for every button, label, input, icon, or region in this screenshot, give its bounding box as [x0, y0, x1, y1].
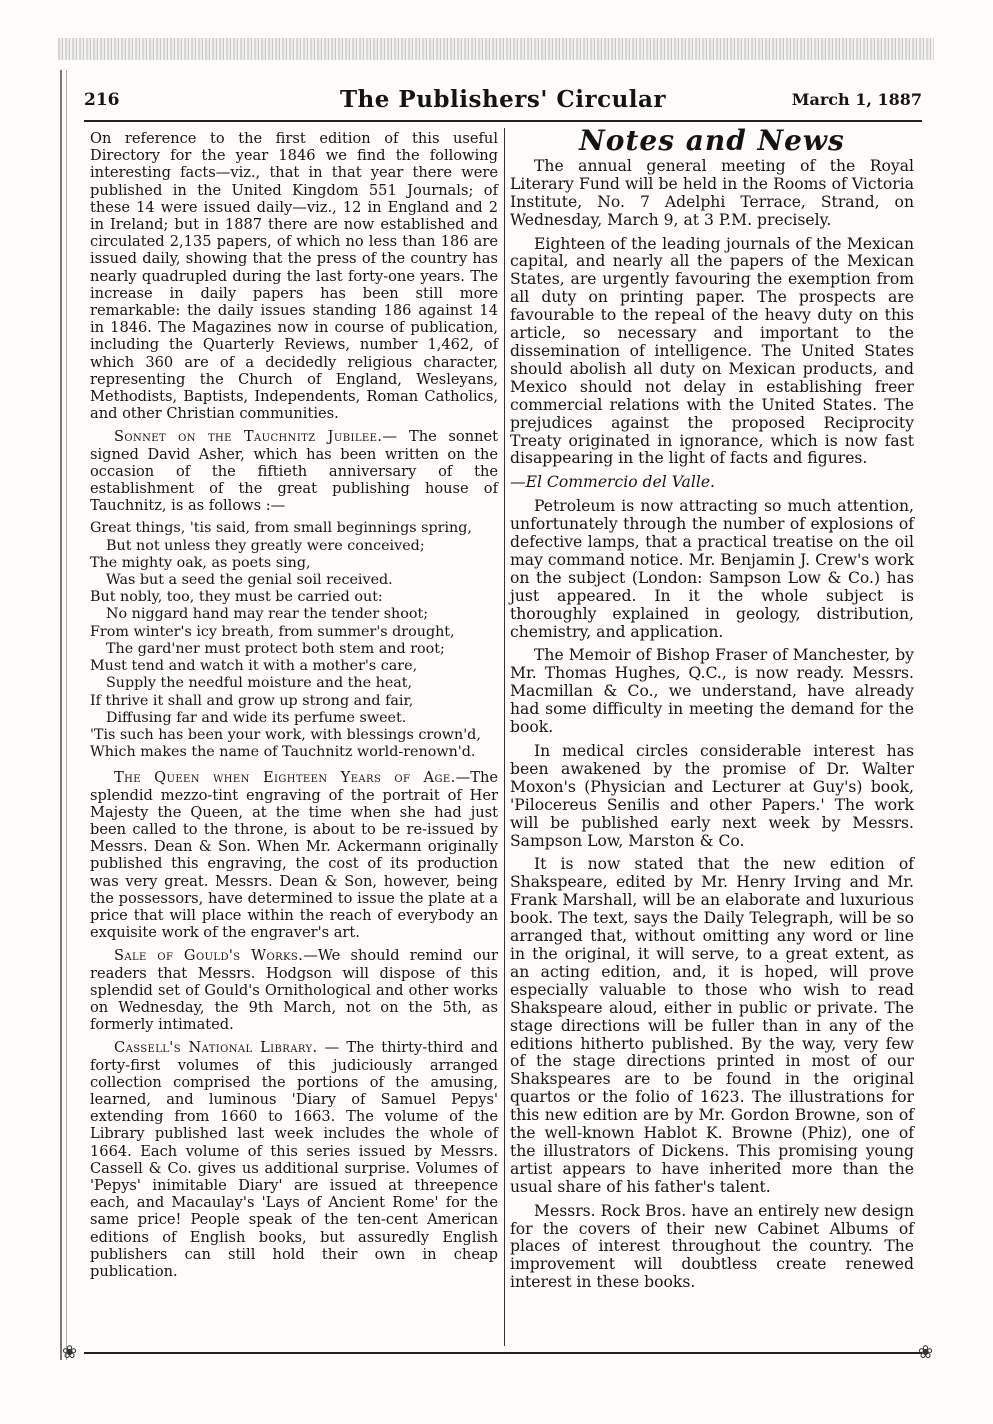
- gould-paragraph: [90, 947, 498, 1033]
- poem-line: Was but a seed the genial soil received.: [106, 572, 393, 589]
- poem-line: Diffusing far and wide its perfume sweet.: [106, 709, 407, 726]
- poem-line: The mighty oak, as poets sing,: [90, 554, 311, 571]
- right-column: [510, 124, 914, 1298]
- poem-line: Great things, 'tis said, from small beginnings spring,: [90, 520, 472, 537]
- page-number: 216: [84, 90, 120, 110]
- poem-line: No niggard hand may rear the tender shoot;: [106, 606, 429, 623]
- header-rule: [84, 120, 922, 122]
- left-column: [90, 130, 498, 1286]
- news-paragraph: The Memoir of Bishop Fraser of Manchester, by Mr. Thomas Hughes, Q.C., is now ready. Messrs. Macmillan & Co., we understand, have already had some difficulty in meeting the demand for the book.: [510, 646, 914, 737]
- poem-line: If thrive it shall and grow up strong and fair,: [90, 692, 414, 709]
- poem-line: 'Tis such has been your work, with blessings crown'd,: [90, 726, 481, 743]
- corner-ornament-icon: ❀: [62, 1342, 78, 1363]
- footer-rule: [84, 1352, 922, 1354]
- news-source: —El Commercio del Valle.: [510, 473, 716, 492]
- news-paragraph: It is now stated that the new edition of Shakspeare, edited by Mr. Henry Irving and Mr. Frank Marshall, will be an elaborate and luxurious book. The text, says the Daily Telegraph, will be so arranged that, without omitting any word or line in the original, it will serve, to a great extent, as an acting edition, and, it is hoped, will prove especially valuable to those who wish to read Shakspeare aloud, either in public or private. The stage directions will be fuller than in any of the editions hitherto published. By the way, very few of the stage directions printed in most of our Shakspeares are to be found in the original quartos or the folio of 1623. The illustrations for this new edition are by Mr. Gordon Browne, son of the well-known Hablot K. Browne (Phiz), one of the illustrators of Dickens. This promising young artist appears to have inherited more than the usual share of his father's talent.: [510, 855, 914, 1196]
- news-paragraph: Eighteen of the leading journals of the Mexican capital, and nearly all the papers of the Mexican States, are urgently favouring the exemption from all duty on printing paper. The prospects are favourable to the repeal of the heavy duty on this article, so necessary and important to the dissemination of intelligence. The United States should abolish all duty on Mexican products, and Mexico should not delay in establishing freer commercial relations with the United States. The prejudices against the proposed Reciprocity Treaty originated in ignorance, which is now fast disappearing in the light of facts and figures.: [510, 234, 914, 468]
- page-binding-edge: [60, 70, 67, 1360]
- scan-top-band: [58, 38, 934, 60]
- poem-line: Supply the needful moisture and the heat,: [106, 675, 413, 692]
- sonnet-poem: [90, 520, 498, 761]
- news-paragraph: The annual general meeting of the Royal Literary Fund will be held in the Rooms of Victoria Institute, No. 7 Adelphi Terrace, Strand, on Wednesday, March 9, at 3 P.M. precisely.: [510, 156, 914, 229]
- poem-line: But nobly, too, they must be carried out:: [90, 589, 383, 606]
- directory-paragraph: On reference to the first edition of this useful Directory for the year 1846 we find the following interesting facts—viz., that in that year there were published in the United Kingdom 551 Journals; of these 14 were issued daily—viz., 12 in England and 2 in Ireland; but in 1887 there are now established and circulated 2,135 papers, of which no less than 186 are issued daily, showing that the press of the country has nearly quadrupled during the last forty-one years. The increase in daily papers has been still more remarkable: the daily issues standing 186 against 14 in 1846. The Magazines now in course of publication, including the Quarterly Reviews, number 1,462, of which 360 are of a decidedly religious character, representing the Church of England, Wesleyans, Methodists, Baptists, Independents, Roman Catholics, and other Christian communities.: [90, 130, 498, 423]
- section-title: Notes and News: [579, 124, 845, 157]
- sonnet-heading: Sonnet on the Tauchnitz Jubilee.—: [114, 428, 398, 446]
- poem-line: The gard'ner must protect both stem and root;: [106, 640, 445, 657]
- corner-ornament-icon: ❀: [918, 1342, 934, 1363]
- cassell-paragraph: [90, 1039, 498, 1280]
- sonnet-paragraph: [90, 428, 498, 514]
- queen-heading: The Queen when Eighteen Years of Age.: [114, 769, 456, 787]
- page-header: [84, 86, 922, 116]
- cassell-body: — The thirty-third and forty-first volumes of this judiciously arranged collection comprised the portions of the amusing, learned, and luminous 'Diary of Samuel Pepys' extending from 1660 to 1663. The volume of the Library published last week includes the whole of 1664. Each volume of this series issued by Messrs. Cassell & Co. gives us additional surprise. Volumes of 'Pepys' inimitable Diary' are issued at threepence each, and Macaulay's 'Lays of Ancient Rome' for the same price! People speak of the ten-cent American editions of English books, but assuredly English publishers can still hold their own in cheap publication.: [90, 1039, 499, 1280]
- issue-date: March 1, 1887: [791, 90, 922, 109]
- gould-body: —We should remind our readers that Messrs. Hodgson will dispose of this splendid set of Gould's Ornithological and other works on Wednesday, the 9th March, not on the 5th, as formerly intimated.: [90, 947, 498, 1034]
- poem-line: Must tend and watch it with a mother's care,: [90, 658, 418, 675]
- cassell-heading: Cassell's National Library.: [114, 1039, 318, 1057]
- news-paragraph: In medical circles considerable interest has been awakened by the promise of Dr. Walter Moxon's (Physician and Lecturer at Guy's) book, 'Pilocereus Senilis and other Papers.' The work will be published early next week by Messrs. Sampson Low, Marston & Co.: [510, 742, 914, 850]
- column-divider: [504, 128, 505, 1346]
- queen-paragraph: [90, 769, 498, 941]
- poem-line: But not unless they greatly were conceived;: [106, 537, 425, 554]
- news-paragraph: Messrs. Rock Bros. have an entirely new design for the covers of their new Cabinet Albums of places of interest throughout the country. The improvement will doubtless create renewed interest in these books.: [510, 1201, 914, 1292]
- poem-line: Which makes the name of Tauchnitz world-renown'd.: [90, 744, 476, 761]
- news-paragraph: Petroleum is now attracting so much attention, unfortunately through the number of explosions of defective lamps, that a practical treatise on the oil may command notice. Mr. Benjamin J. Crew's work on the subject (London: Sampson Low & Co.) has just appeared. In it the whole subject is thoroughly explained in geology, distribution, chemistry, and application.: [510, 497, 914, 641]
- queen-body: —The splendid mezzo-tint engraving of the portrait of Her Majesty the Queen, at the time when she had just been called to the throne, is about to be re-issued by Messrs. Dean & Son. When Mr. Ackermann originally published this engraving, the cost of its production was very great. Messrs. Dean & Son, however, being the possessors, have determined to issue the plate at a price that will place within the reach of everybody an exquisite work of the engraver's art.: [90, 769, 498, 942]
- sonnet-intro: The sonnet signed David Asher, which has been written on the occasion of the fiftieth anniversary of the establishment of the great publishing house of Tauchnitz, is as follows :—: [90, 428, 498, 515]
- gould-heading: Sale of Gould's Works.: [114, 947, 304, 965]
- journal-title: The Publishers' Circular: [339, 86, 667, 113]
- poem-line: From winter's icy breath, from summer's drought,: [90, 623, 455, 640]
